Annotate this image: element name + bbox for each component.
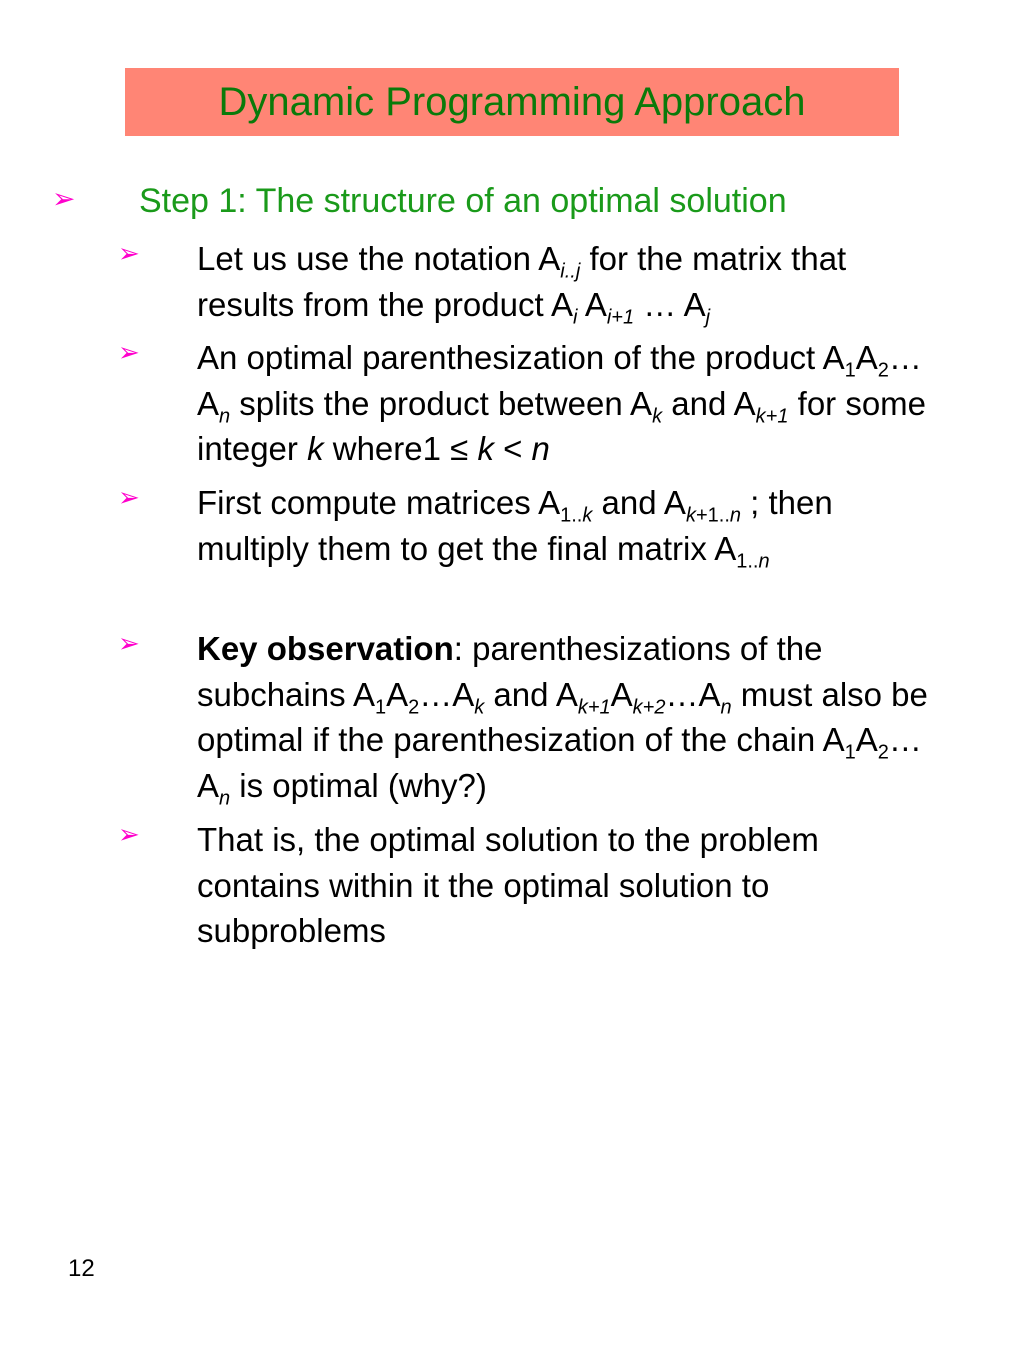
bullet-text: An optimal parenthesization of the product $A_1A_2\dots A_n$ splits the product between $A_k$ and $A_{k+1}$ for some integer k where1 ≤ k < n <box>197 339 927 467</box>
arrow-bullet-icon: ➢ <box>118 238 140 268</box>
arrow-bullet-icon: ➢ <box>118 337 140 367</box>
arrow-bullet-icon: ➢ <box>118 628 140 658</box>
bullet-text: First compute matrices $A_{1..k}$ and $A_{k+1..n}$ ; then multiply them to get the final matrix $A_{1..n}$ <box>197 484 833 573</box>
page-number: 12 <box>68 1255 95 1282</box>
title-banner <box>125 68 899 136</box>
arrow-bullet-icon: ➢ <box>118 482 140 512</box>
arrow-bullet-icon: ➢ <box>52 183 76 214</box>
bullet-text: Key observation: parenthesizations of the subchains $A_1A_2\dots A_k$ and $A_{k+1}A_{k+2}\dots A_n$ must also be optimal if the parenthesization of the chain $A_1A_2\dots A_n$ is optimal (why?) <box>197 630 928 810</box>
bullet-text: That is, the optimal solution to the problem contains within it the optimal solution to subproblems <box>197 821 819 949</box>
slide-title: Dynamic Programming Approach <box>218 80 806 124</box>
step-label: Step 1: The structure of an optimal solution <box>139 182 787 220</box>
bullet-text: Let us use the notation $A_{i..j}$ for the matrix that results from the product $A_i$ $A_{i+1}$ … $A_j$ <box>197 240 847 329</box>
arrow-bullet-icon: ➢ <box>118 819 140 849</box>
